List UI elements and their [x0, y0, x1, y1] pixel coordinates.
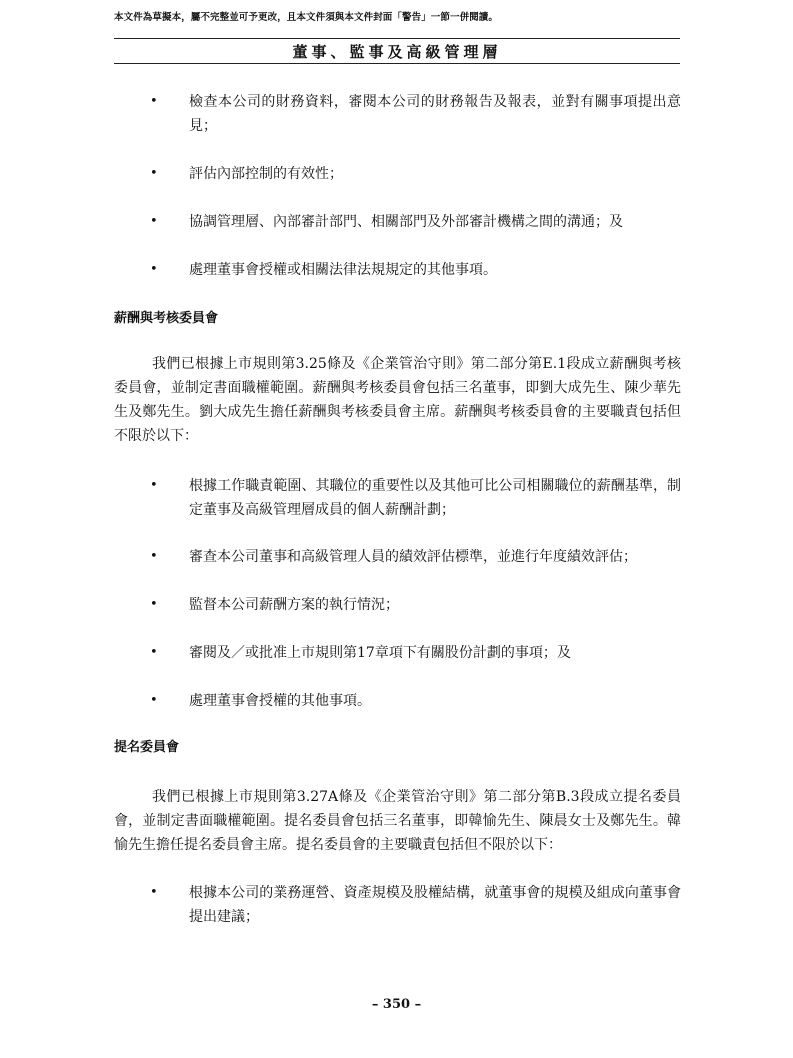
header-bottom-rule	[114, 63, 680, 64]
draft-disclaimer: 本文件為草擬本，屬不完整並可予更改，且本文件須與本文件封面「警告」一節一併閱讀。	[114, 12, 499, 23]
list-item: 審閱及／或批准上市規則第17章項下有關股份計劃的事項；及	[189, 645, 571, 661]
bullet-marker: •	[150, 262, 158, 277]
bullet-marker: •	[150, 214, 158, 229]
bullet-marker: •	[150, 597, 158, 612]
list-item: 審查本公司董事和高級管理人員的績效評估標準，並進行年度績效評估；	[189, 549, 637, 565]
list-item: 監督本公司薪酬方案的執行情況；	[189, 597, 399, 613]
list-item: 處理董事會授權的其他事項。	[189, 693, 371, 709]
bullet-marker: •	[150, 549, 158, 564]
header-top-rule	[114, 38, 680, 39]
list-item: 檢查本公司的財務資料，審閱本公司的財務報告及報表，並對有關事項提出意見；	[189, 94, 681, 134]
bullet-marker: •	[150, 645, 158, 660]
remuneration-paragraph: 我們已根據上市規則第3.25條及《企業管治守則》第二部分第E.1段成立薪酬與考核委員會，並制定書面職權範圍。薪酬與考核委員會包括三名董事，即劉大成先生、陳少華先生及鄭先生。劉大成先生擔任薪酬與考核委員會主席。薪酬與考核委員會的主要職責包括但不限於以下：	[114, 356, 681, 444]
section-heading-nomination: 提名委員會	[114, 740, 180, 755]
section-heading-remuneration: 薪酬與考核委員會	[114, 311, 219, 326]
bullet-marker: •	[150, 885, 158, 900]
list-item: 根據本公司的業務運營、資產規模及股權結構，就董事會的規模及組成向董事會提出建議；	[189, 885, 681, 925]
list-item: 處理董事會授權或相關法律法規規定的其他事項。	[189, 262, 497, 278]
list-item: 根據工作職責範圍、其職位的重要性以及其他可比公司相關職位的薪酬基準，制定董事及高級管理層成員的個人薪酬計劃；	[189, 478, 681, 518]
page-number: – 350 –	[371, 997, 422, 1012]
bullet-marker: •	[150, 693, 158, 708]
page-title: 董事、監事及高級管理層	[292, 43, 502, 61]
bullet-marker: •	[150, 166, 158, 181]
bullet-marker: •	[150, 94, 158, 109]
list-item: 評估內部控制的有效性；	[189, 166, 343, 182]
nomination-paragraph: 我們已根據上市規則第3.27A條及《企業管治守則》第二部分第B.3段成立提名委員會，並制定書面職權範圍。提名委員會包括三名董事，即韓愉先生、陳晨女士及鄭先生。韓愉先生擔任提名委員會主席。提名委員會的主要職責包括但不限於以下：	[114, 789, 681, 853]
list-item: 協調管理層、內部審計部門、相關部門及外部審計機構之間的溝通；及	[189, 214, 623, 230]
bullet-marker: •	[150, 478, 158, 493]
